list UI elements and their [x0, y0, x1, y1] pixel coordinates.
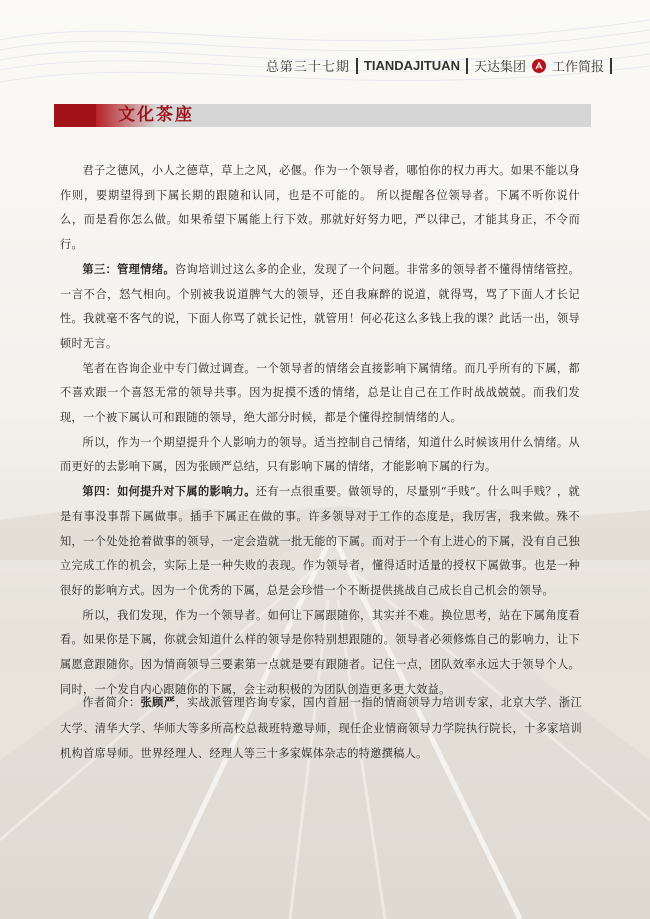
section-title: 文化茶座 — [118, 105, 194, 125]
article-paragraph — [60, 258, 580, 357]
header-divider — [356, 58, 358, 74]
author-bio — [60, 690, 582, 767]
page-header — [0, 0, 650, 95]
section-accent-block — [54, 104, 96, 127]
subsection-heading: 第三：管理情绪。 — [82, 262, 175, 276]
header-divider — [466, 58, 468, 74]
brand-chinese-name: 天达集团 — [473, 60, 526, 75]
issue-number: 总第三十七期 — [265, 60, 350, 75]
section-header-bar — [54, 104, 591, 127]
article-body — [60, 159, 580, 702]
subsection-heading: 第四：如何提升对下属的影响力。 — [82, 485, 256, 499]
article-paragraph — [60, 480, 580, 604]
header-divider — [610, 58, 612, 74]
company-logo-icon — [532, 59, 546, 73]
article-paragraph: 君子之德风，小人之德草，草上之风，必偃。作为一个领导者，哪怕你的权力再大。如果不能以身作则，要期望得到下属长期的跟随和认同，也是不可能的。 所以提醒各位领导者。下属不听你说什么，而是看你怎么做。如果希望下属能上行下效。那就好好努力吧，严以律己，才能其身正，不令而行。 — [60, 164, 580, 252]
author-name: 张顾严 — [140, 695, 176, 709]
article-paragraph: 笔者在咨询企业中专门做过调查。一个领导者的情绪会直接影响下属情绪。而几乎所有的下属，都不喜欢跟一个喜怒无常的领导共事。因为捉摸不透的情绪，总是让自己在工作时战战兢兢。而我们发现，一个被下属认可和跟随的领导，绝大部分时候，都是个懂得控制情绪的人。 — [60, 361, 580, 425]
article-paragraph: 所以，我们发现，作为一个领导者。如何让下属跟随你，其实并不难。换位思考，站在下属角度看看。如果你是下属，你就会知道什么样的领导是你特别想跟随的。领导者必须修炼自己的影响力，让下属愿意跟随你。因为情商领导三要素第一点就是要有跟随者。记住一点，团队效率永远大于领导个人。同时，一个发自内心跟随你的下属，会主动积极的为团队创造更多更大效益。 — [60, 608, 580, 696]
paragraph-text: 还有一点很重要。做领导的，尽量别“手贱”。什么叫手贱？，就是有事没事帮下属做事。插手下属正在做的事。许多领导对于工作的态度是，我厉害，我来做。殊不知，一个处处抢着做事的领导，一定会造就一批无能的下属。而对于一个有上进心的下属，没有自己独立完成工作的机会，实际上是一种失败的表现。作为领导者，懂得适时适量的授权下属做事。也是一种很好的影响方式。因为一个优秀的下属，总是会珍惜一个不断提供挑战自己成长自己机会的领导。 — [60, 485, 580, 597]
header-bar — [266, 56, 612, 75]
paragraph-text: 咨询培训过这么多的企业，发现了一个问题。非常多的领导者不懂得情绪管控。一言不合，怒气相向。个别被我说道脾气大的领导，还自我麻醉的说道，就得骂，骂了下面人才长记性。我就毫不客气的说，下面人你骂了就长记性，就管用！何必花这么多钱上我的课？此话一出，领导顿时无言。 — [60, 262, 580, 350]
author-bio-label: 作者简介： — [82, 696, 141, 709]
brand-english-name: TIANDAJITUAN — [363, 58, 460, 73]
author-bio-text: ，实战派管理咨询专家，国内首屈一指的情商领导力培训专家，北京大学、浙江大学、清华大学、华师大等多所高校总裁班特邀导师，现任企业情商领导力学院执行院长，十多家培训机构首席导师。世界经理人、经理人等三十多家媒体杂志的特邀撰稿人。 — [60, 696, 582, 760]
publication-name: 工作简报 — [551, 60, 604, 75]
article-paragraph: 所以，作为一个期望提升个人影响力的领导。适当控制自己情绪，知道什么时候该用什么情绪。从而更好的去影响下属，因为张顾严总结，只有影响下属的情绪，才能影响下属的行为。 — [60, 435, 580, 474]
